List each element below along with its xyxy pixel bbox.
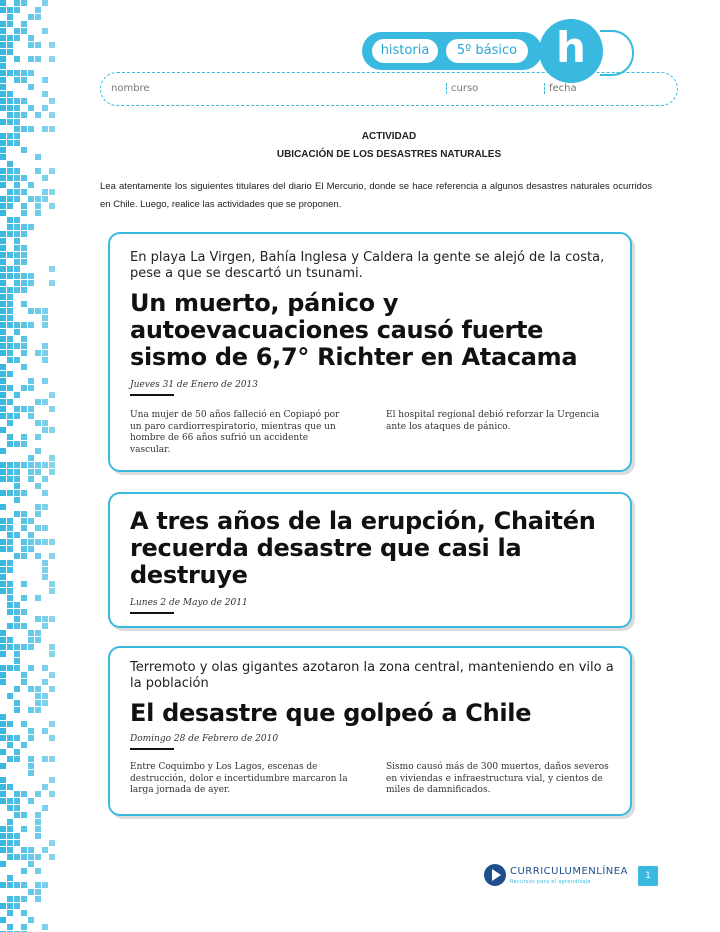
subject-badge: h [539, 19, 603, 83]
news-headline: El desastre que golpeó a Chile [130, 699, 532, 727]
date-underline [130, 748, 174, 750]
decorative-side-strip [0, 0, 58, 932]
news-column-right: El hospital regional debió reforzar la Urgencia ante los ataques de pánico. [386, 410, 600, 432]
news-headline: Un muerto, pánico y autoevacuaciones causó fuerte sismo de 6,7° Richter en Atacama [130, 289, 578, 371]
badge-ring [600, 30, 634, 76]
subject-header-bar [362, 32, 542, 70]
date-field[interactable]: fecha [544, 83, 577, 94]
curriculum-logo-tagline: Recursos para el aprendizaje [510, 879, 591, 885]
subject-label: historia [372, 39, 438, 63]
news-kicker: Terremoto y olas gigantes azotaron la zona central, manteniendo en vilo a la población [130, 660, 614, 691]
grade-label: 5º básico [446, 39, 528, 63]
news-column-left: Entre Coquimbo y Los Lagos, escenas de destrucción, dolor e incertidumbre marcaron la larga jornada de ayer. [130, 762, 348, 795]
news-kicker: En playa La Virgen, Bahía Inglesa y Caldera la gente se alejó de la costa, pese a que se descartó un tsunami. [130, 250, 605, 281]
page-number: 1 [638, 866, 658, 886]
curriculum-logo-icon [484, 864, 506, 886]
news-date: Lunes 2 de Mayo de 2011 [130, 598, 248, 608]
date-underline [130, 612, 174, 614]
date-underline [130, 394, 174, 396]
course-field[interactable]: curso [446, 83, 478, 94]
student-info-row [100, 72, 678, 106]
activity-subtitle: UBICACIÓN DE LOS DESASTRES NATURALES [276, 149, 502, 160]
news-card [108, 232, 632, 472]
news-headline: A tres años de la erupción, Chaitén recuerda desastre que casi la destruye [130, 507, 596, 589]
news-card [108, 646, 632, 816]
news-date: Jueves 31 de Enero de 2013 [130, 380, 259, 390]
news-column-left: Una mujer de 50 años falleció en Copiapó por un paro cardiorrespiratorio, mientras que un hombre de 66 años sufrió un accidente vascular. [130, 410, 340, 455]
news-date: Domingo 28 de Febrero de 2010 [130, 734, 279, 744]
name-field[interactable]: nombre [111, 83, 150, 94]
curriculum-logo-text: CURRICULUMENLÍNEA [510, 866, 628, 877]
news-card [108, 492, 632, 628]
activity-title: ACTIVIDAD [361, 131, 417, 142]
activity-instructions: Lea atentamente los siguientes titulares del diario El Mercurio, donde se hace referencia a algunos desastres naturales ocurridos en Chile. Luego, realice las actividades que se proponen. [100, 181, 652, 210]
news-column-right: Sismo causó más de 300 muertos, daños severos en viviendas e infraestructura vial, y cientos de miles de damnificados. [386, 762, 609, 795]
checker-pattern [0, 0, 58, 932]
